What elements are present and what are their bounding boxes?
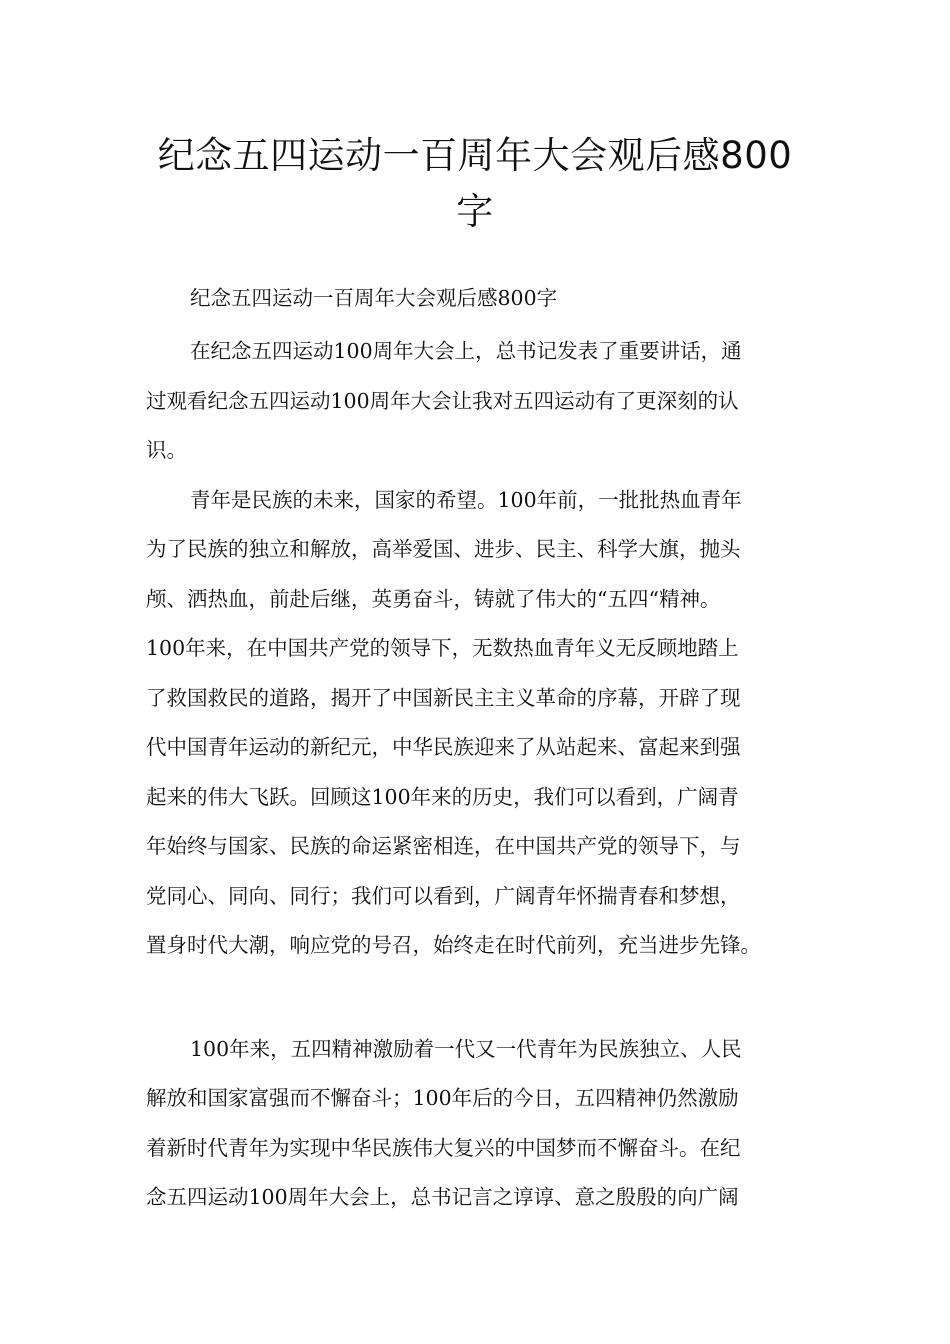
paragraph-line: 代中国青年运动的新纪元，中华民族迎来了从站起来、富起来到强 (146, 735, 741, 759)
paragraph-line: 起来的伟大飞跃。回顾这100年来的历史，我们可以看到，广阔青 (146, 785, 739, 809)
paragraph-line: 解放和国家富强而不懈奋斗；100年后的今日，五四精神仍然激励 (146, 1086, 739, 1110)
paragraph-line: 党同心、同向、同行；我们可以看到，广阔青年怀揣青春和梦想， (146, 884, 741, 908)
title-line-2: 字 (456, 190, 494, 233)
paragraph-line: 青年是民族的未来，国家的希望。100年前，一批批热血青年 (190, 488, 742, 512)
paragraph-line: 100年来，在中国共产党的领导下，无数热血青年义无反顾地踏上 (146, 636, 739, 660)
paragraph-line: 为了民族的独立和解放，高举爱国、进步、民主、科学大旗，抛头 (146, 537, 741, 561)
paragraph-line: 念五四运动100周年大会上，总书记言之谆谆、意之殷殷的向广阔 (146, 1185, 739, 1209)
paragraph-line: 过观看纪念五四运动100周年大会让我对五四运动有了更深刻的认 (146, 389, 739, 413)
document-title (140, 128, 810, 240)
paragraph-line: 置身时代大潮，响应党的号召，始终走在时代前列，充当进步先锋。 (146, 933, 761, 957)
paragraph-line: 着新时代青年为实现中华民族伟大复兴的中国梦而不懈奋斗。在纪 (146, 1136, 741, 1160)
paragraph-line: 年始终与国家、民族的命运紧密相连，在中国共产党的领导下，与 (146, 834, 741, 858)
paragraph-line: 100年来，五四精神激励着一代又一代青年为民族独立、人民 (190, 1037, 742, 1061)
paragraph-line: 在纪念五四运动100周年大会上，总书记发表了重要讲话，通 (190, 339, 742, 363)
subtitle-line: 纪念五四运动一百周年大会观后感800字 (190, 286, 558, 310)
paragraph-line: 颅、洒热血，前赴后继，英勇奋斗，铸就了伟大的“五四“精神。 (146, 587, 721, 611)
title-line-1: 纪念五四运动一百周年大会观后感800 (157, 134, 793, 177)
paragraph-line: 了救国救民的道路，揭开了中国新民主主义革命的序幕，开辟了现 (146, 686, 741, 710)
paragraph-line: 识。 (146, 438, 187, 462)
